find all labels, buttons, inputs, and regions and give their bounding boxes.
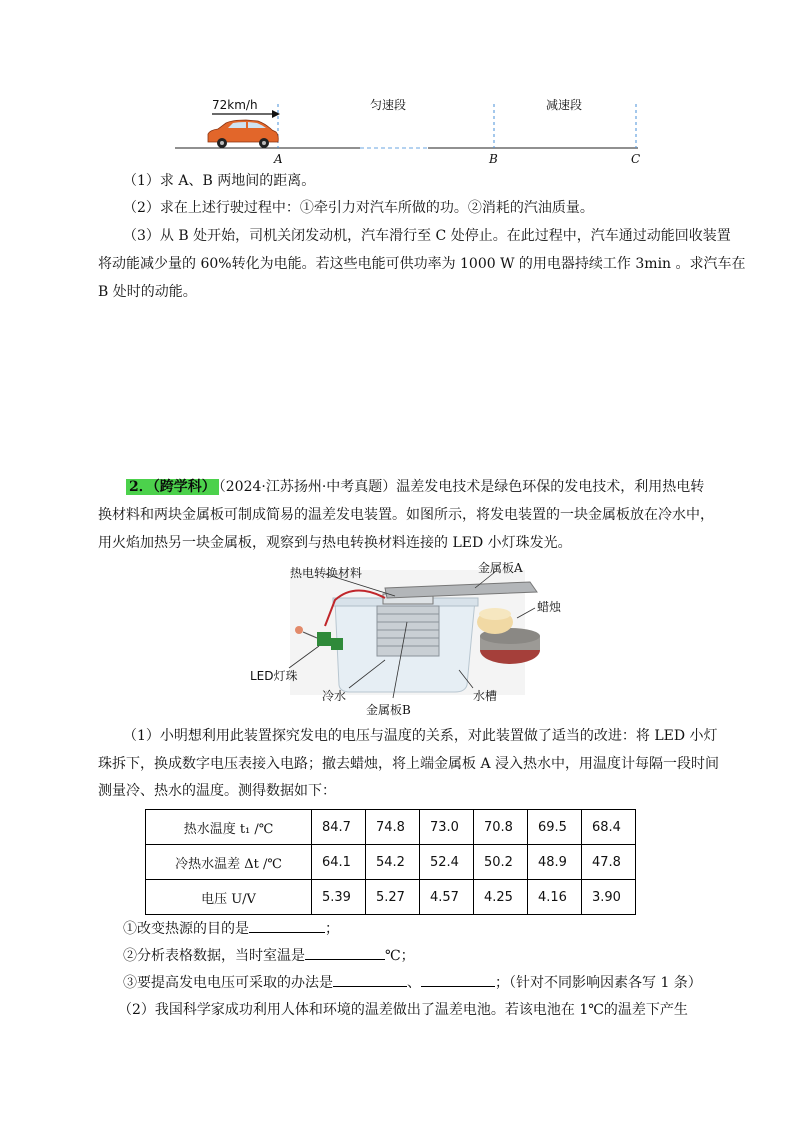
label-plate-b: 金属板B [366, 703, 411, 717]
table-row [146, 810, 636, 845]
row-header: 冷热水温差 Δt /℃ [146, 845, 312, 880]
table-cell: 68.4 [582, 810, 636, 845]
label-candle: 蜡烛 [537, 600, 562, 614]
segment-decel-label: 减速段 [546, 98, 583, 112]
label-tank: 水槽 [473, 689, 498, 703]
table-cell: 84.7 [312, 810, 366, 845]
answer-blank[interactable] [333, 972, 407, 987]
q2-intro-line2: 换材料和两块金属板可制成简易的温差发电装置。如图所示，将发电装置的一块金属板放在冷水中， [98, 507, 714, 523]
q2-sub1-line3: 测量冷、热水的温度。测得数据如下： [98, 783, 336, 799]
label-cold-water: 冷水 [322, 689, 347, 703]
table-cell: 70.8 [474, 810, 528, 845]
row-header: 热水温度 t₁ /℃ [146, 810, 312, 845]
table-cell: 5.39 [312, 880, 366, 915]
point-c-label: C [631, 152, 641, 166]
q1-part1: （1）求 A、B 两地间的距离。 [123, 173, 316, 189]
answer-blank[interactable] [249, 918, 325, 933]
segment-uniform-label: 匀速段 [370, 98, 407, 112]
table-cell: 69.5 [528, 810, 582, 845]
answer-blank[interactable] [421, 972, 495, 987]
label-led: LED灯珠 [250, 669, 298, 683]
table-cell: 73.0 [420, 810, 474, 845]
table-cell: 5.27 [366, 880, 420, 915]
car-icon [208, 120, 278, 148]
speed-label: 72km/h [212, 98, 258, 112]
point-a-label: A [274, 152, 283, 166]
q2-intro-text: （2024·江苏扬州·中考真题）温差发电技术是绿色环保的发电技术，利用热电转 [218, 479, 705, 495]
heat-sink-b [377, 606, 439, 656]
table-cell: 52.4 [420, 845, 474, 880]
table-row [146, 880, 636, 915]
label-plate-a: 金属板A [478, 561, 523, 575]
table-cell: 54.2 [366, 845, 420, 880]
q1-part3-line3: B 处时的动能。 [98, 284, 197, 300]
q2-intro-line1 [126, 477, 704, 497]
q2-sub1-line1: （1）小明想利用此装置探究发电的电压与温度的关系，对此装置做了适当的改进：将 LED 小灯 [123, 728, 718, 744]
fill-line-3: ③要提高发电电压可采取的办法是 、 ；（针对不同影响因素各写 1 条） [123, 972, 702, 993]
table-cell: 4.57 [420, 880, 474, 915]
row-header: 电压 U/V [146, 880, 312, 915]
table-cell: 3.90 [582, 880, 636, 915]
table-cell: 4.25 [474, 880, 528, 915]
fill-line-1: ①改变热源的目的是 ； [123, 918, 339, 939]
apparatus-photo [245, 560, 575, 720]
table-cell: 64.1 [312, 845, 366, 880]
table-cell: 47.8 [582, 845, 636, 880]
table-cell: 50.2 [474, 845, 528, 880]
data-table [145, 809, 636, 915]
candle-icon [477, 608, 540, 664]
q2-intro-line3: 用火焰加热另一块金属板，观察到与热电转换材料连接的 LED 小灯珠发光。 [98, 535, 572, 551]
table-row [146, 845, 636, 880]
q2-sub2-line1: （2）我国科学家成功利用人体和环境的温差做出了温差电池。若该电池在 1℃的温差下产生 [118, 1002, 688, 1018]
answer-blank[interactable] [305, 945, 385, 960]
q1-part3-line1: （3）从 B 处开始，司机关闭发动机，汽车滑行至 C 处停止。在此过程中，汽车通过动能回收装置 [123, 228, 731, 244]
table-cell: 4.16 [528, 880, 582, 915]
point-b-label: B [489, 152, 498, 166]
fill-line-2: ②分析表格数据，当时室温是 ℃； [123, 945, 415, 966]
q2-sub1-line2: 珠拆下，换成数字电压表接入电路；撤去蜡烛，将上端金属板 A 浸入热水中，用温度计每隔一段时间 [98, 756, 720, 772]
table-cell: 48.9 [528, 845, 582, 880]
label-thermo-material: 热电转换材料 [290, 566, 363, 580]
table-cell: 74.8 [366, 810, 420, 845]
q1-part2: （2）求在上述行驶过程中：①牵引力对汽车所做的功。②消耗的汽油质量。 [123, 200, 594, 216]
q1-part3-line2: 将动能减少量的 60%转化为电能。若这些电能可供功率为 1000 W 的用电器持续工作 3min 。求汽车在 [98, 256, 746, 272]
q2-number-tag: 2．（跨学科） [126, 479, 219, 495]
